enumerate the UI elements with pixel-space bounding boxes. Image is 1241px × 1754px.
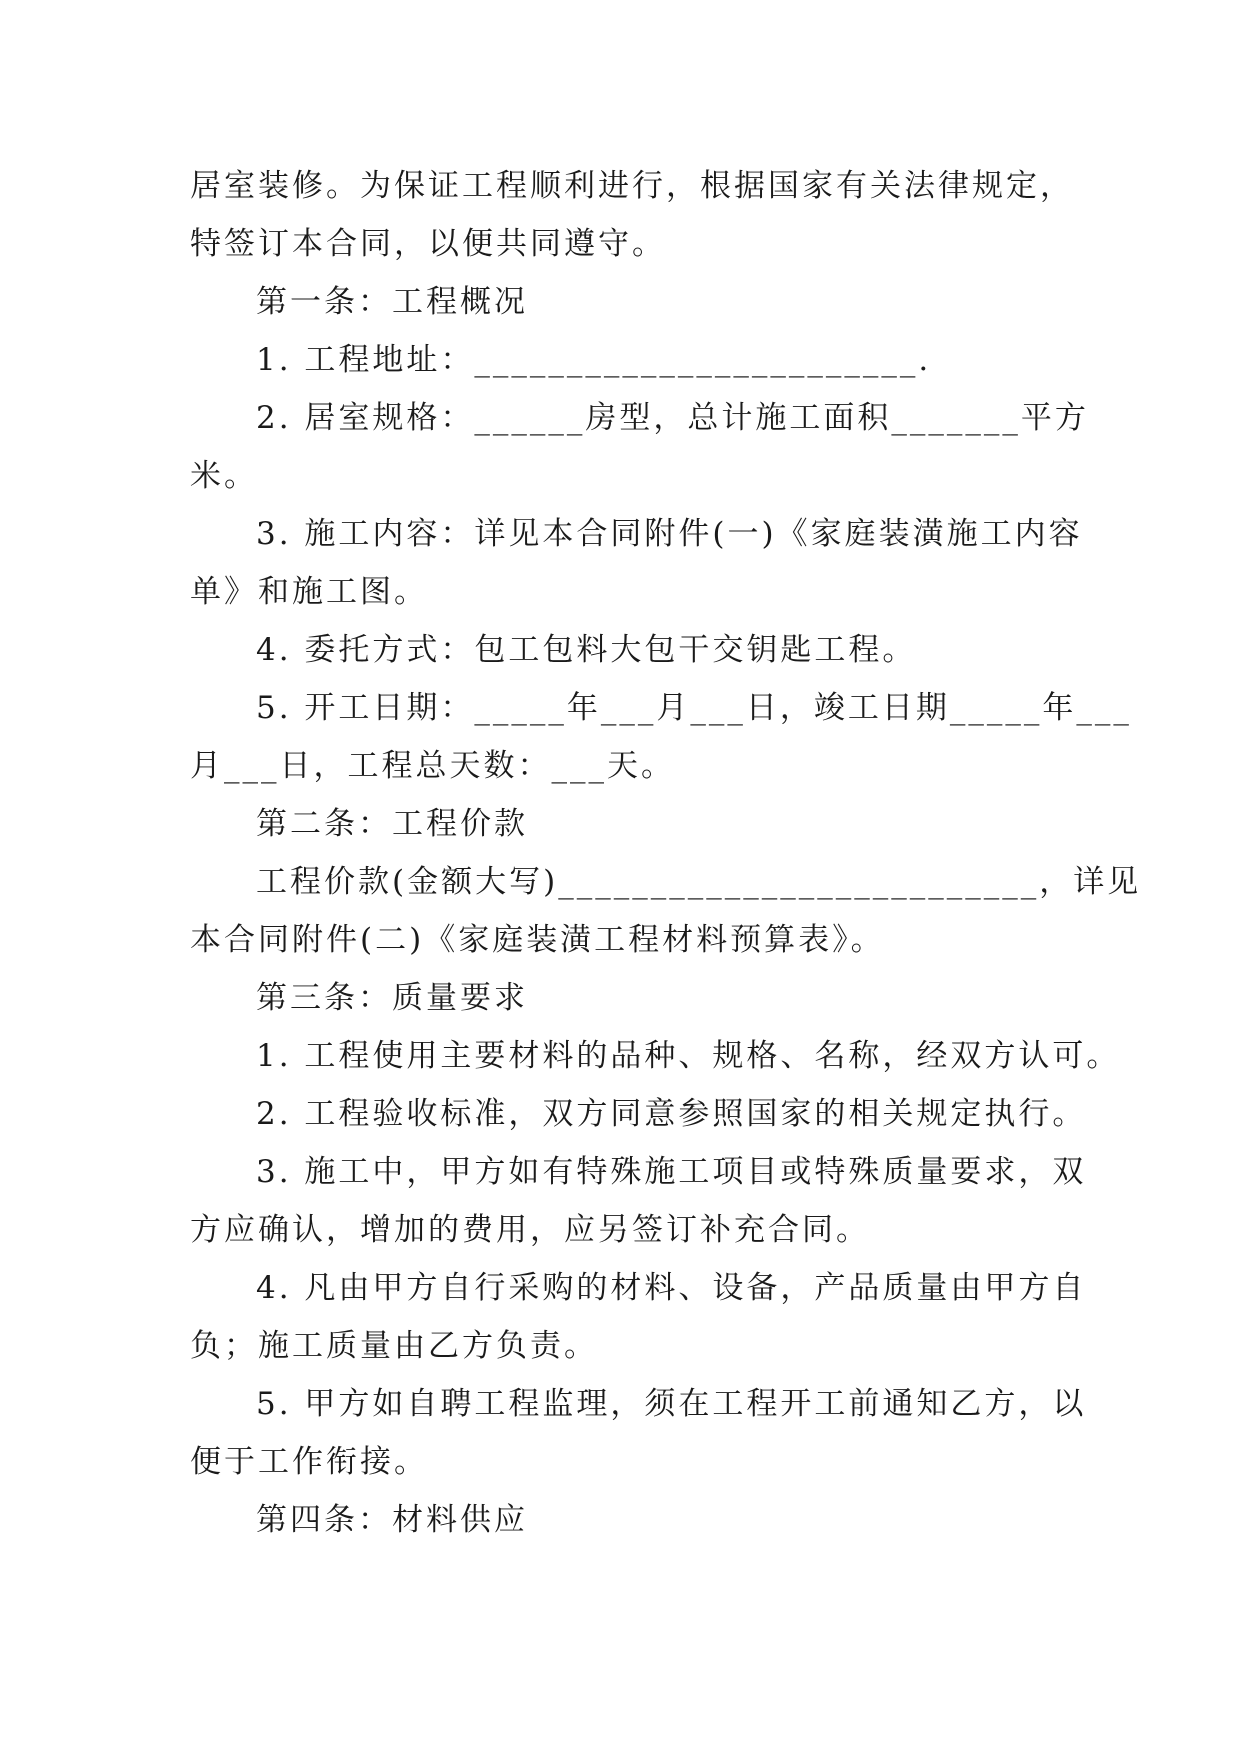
section-heading: 第三条：质量要求 [256,980,528,1016]
paragraph-line: 便于工作衔接。 [190,1444,428,1480]
paragraph-line: 特签订本合同，以便共同遵守。 [190,226,666,262]
paragraph-line: 5. 开工日期：_____年___月___日，竣工日期_____年___ [256,690,1132,726]
section-heading: 第一条：工程概况 [256,284,528,320]
paragraph-line: 1. 工程使用主要材料的品种、规格、名称，经双方认可。 [256,1038,1121,1074]
paragraph-line: 负；施工质量由乙方负责。 [190,1328,598,1364]
paragraph-line: 工程价款(金额大写)__________________________，详见 [256,864,1142,900]
paragraph-line: 月___日，工程总天数：___天。 [190,748,675,784]
paragraph-line: 方应确认，增加的费用，应另签订补充合同。 [190,1212,870,1248]
paragraph-line: 米。 [190,458,258,494]
paragraph-line: 3. 施工内容：详见本合同附件(一)《家庭装潢施工内容 [256,516,1083,552]
paragraph-line: 2. 居室规格：______房型，总计施工面积_______平方 [256,400,1089,436]
paragraph-line: 4. 委托方式：包工包料大包干交钥匙工程。 [256,632,917,668]
paragraph-line: 4. 凡由甲方自行采购的材料、设备，产品质量由甲方自 [256,1270,1087,1306]
paragraph-line: 1. 工程地址：________________________. [256,342,932,378]
paragraph-line: 3. 施工中，甲方如有特殊施工项目或特殊质量要求，双 [256,1154,1087,1190]
paragraph-line: 5. 甲方如自聘工程监理，须在工程开工前通知乙方，以 [256,1386,1087,1422]
paragraph-line: 居室装修。为保证工程顺利进行，根据国家有关法律规定， [190,168,1074,204]
section-heading: 第二条：工程价款 [256,806,528,842]
paragraph-line: 本合同附件(二)《家庭装潢工程材料预算表》。 [190,922,885,958]
paragraph-line: 2. 工程验收标准，双方同意参照国家的相关规定执行。 [256,1096,1087,1132]
section-heading: 第四条：材料供应 [256,1502,528,1538]
paragraph-line: 单》和施工图。 [190,574,428,610]
